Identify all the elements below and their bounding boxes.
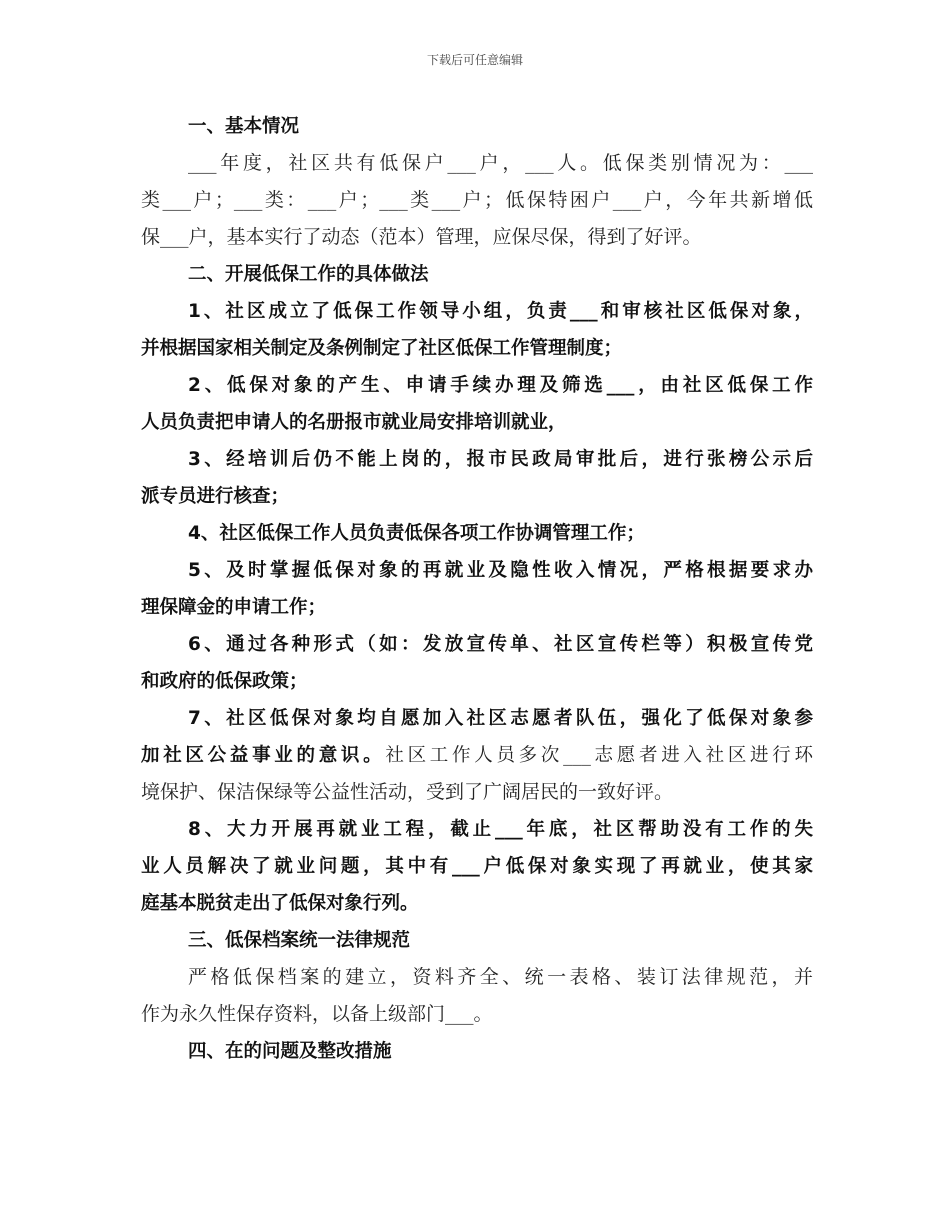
document-line: 2、低保对象的产生、申请手续办理及筛选___，由社区低保工作 (188, 375, 813, 396)
document-line: 二、开展低保工作的具体做法 (188, 264, 429, 285)
document-line: 境保护、保洁保绿等公益性活动，受到了广阔居民的一致好评。 (141, 781, 674, 803)
document-line: 三、低保档案统一法律规范 (188, 930, 411, 951)
document-line: 人员负责把申请人的名册报市就业局安排培训就业， (141, 412, 567, 433)
document-line: 业人员解决了就业问题，其中有___户低保对象实现了再就业，使其家 (141, 856, 813, 877)
document-line: 和政府的低保政策； (141, 671, 308, 692)
document-line: 类___户；___类：___户；___类___户；低保特困户___户，今年共新增低 (141, 189, 813, 211)
document-line: 4、社区低保工作人员负责低保各项工作协调管理工作； (188, 523, 645, 544)
page-header: 下载后可任意编辑 (426, 53, 523, 67)
document-line: ___年度，社区共有低保户___户，___人。低保类别情况为：___ (188, 152, 813, 174)
document-line: 作为永久性保存资料，以备上级部门___。 (141, 1003, 493, 1025)
document-line: 派专员进行核查； (141, 486, 290, 507)
document-line: 四、在的问题及整改措施 (188, 1041, 392, 1062)
document-line: 并根据国家相关制定及条例制定了社区低保工作管理制度； (141, 338, 623, 359)
document-line-part: 社区工作人员多次___志愿者进入社区进行环 (385, 745, 813, 766)
document-line (141, 737, 813, 774)
document-line-part: 加社区公益事业的意识。 (141, 745, 386, 766)
document-line: 3、经培训后仍不能上岗的，报市民政局审批后，进行张榜公示后 (188, 449, 813, 470)
document-line: 严格低保档案的建立，资料齐全、统一表格、装订法律规范，并 (188, 966, 813, 988)
document-line: 理保障金的申请工作； (141, 597, 327, 618)
document-line: 8、大力开展再就业工程，截止___年底，社区帮助没有工作的失 (188, 819, 813, 840)
document-line: 1、社区成立了低保工作领导小组，负责___和审核社区低保对象， (188, 301, 813, 322)
document-line: 5、及时掌握低保对象的再就业及隐性收入情况，严格根据要求办 (188, 560, 813, 581)
document-body (141, 108, 813, 1070)
document-line: 7、社区低保对象均自愿加入社区志愿者队伍，强化了低保对象参 (188, 708, 813, 729)
document-line: 6、通过各种形式（如：发放宣传单、社区宣传栏等）积极宣传党 (188, 634, 813, 655)
document-line: 一、基本情况 (188, 116, 300, 137)
document-line: 庭基本脱贫走出了低保对象行列。 (141, 893, 419, 914)
document-line: 保___户，基本实行了动态（范本）管理，应保尽保，得到了好评。 (141, 226, 702, 248)
